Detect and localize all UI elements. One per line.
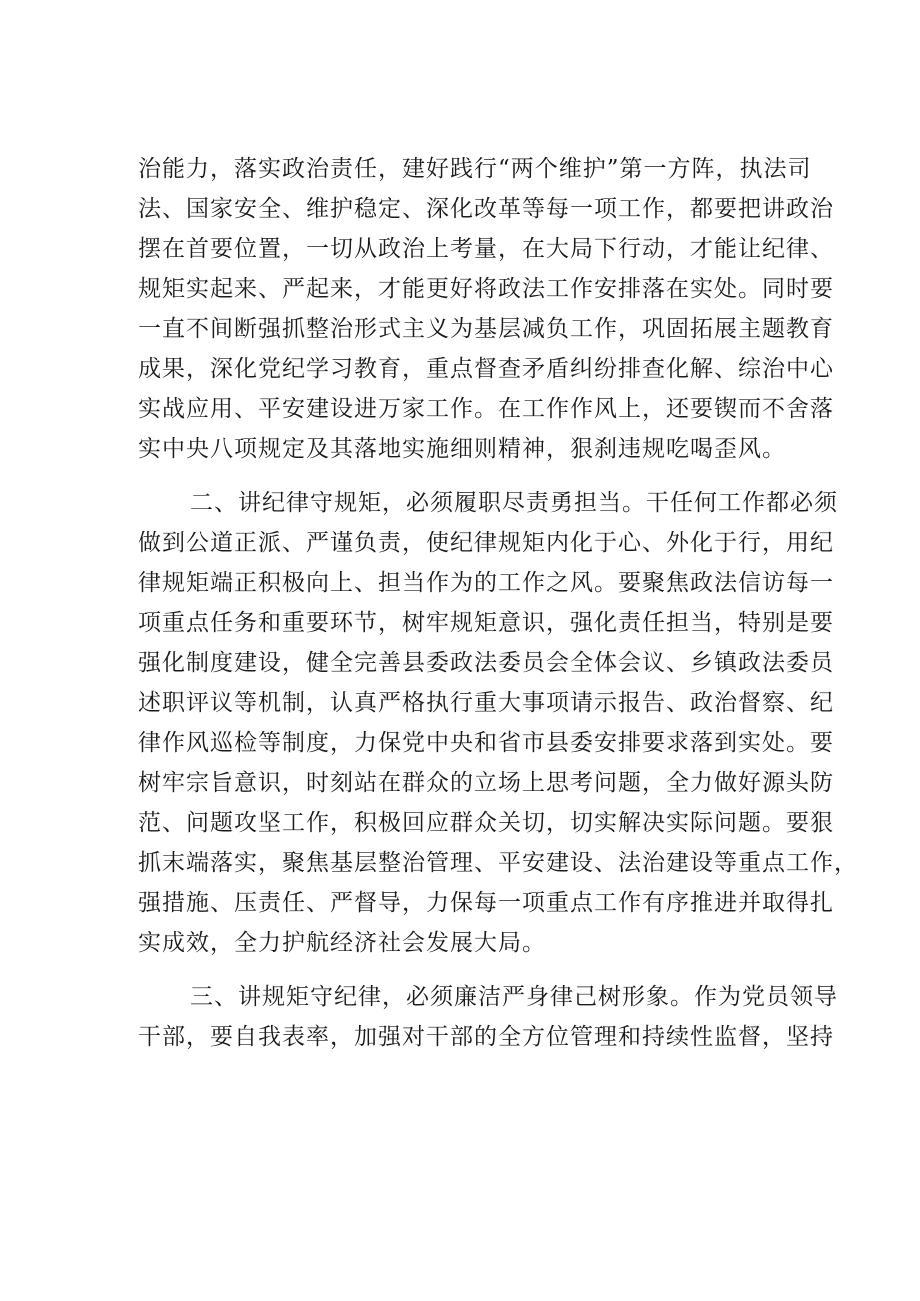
text-line: 治能力，落实政治责任，建好践行“两个维护”第一方阵，执法司 [138,156,812,182]
text-line: 干部，要自我表率，加强对干部的全方位管理和持续性监督，坚持 [138,1024,834,1050]
text-line: 实成效，全力护航经济社会发展大局。 [138,930,546,956]
text-line: 实中央八项规定及其落地实施细则精神，狠刹违规吃喝歪风。 [138,436,786,462]
paragraph-1 [138,149,834,469]
text-line: 强措施、压责任、严督导，力保每一项重点工作有序推进并取得扎 [138,890,834,916]
text-line: 抓末端落实，聚焦基层整治管理、平安建设、法治建设等重点工作， [138,850,858,876]
text-line: 摆在首要位置，一切从政治上考量，在大局下行动，才能让纪律、 [138,236,834,262]
paragraph-gap [138,963,798,977]
text-line: 二、讲纪律守规矩，必须履职尽责勇担当。干任何工作都必须 [190,490,838,516]
text-line: 律作风巡检等制度，力保党中央和省市县委安排要求落到实处。要 [138,730,834,756]
text-line: 树牢宗旨意识，时刻站在群众的立场上思考问题，全力做好源头防 [138,770,834,796]
paragraph-3 [138,977,838,1057]
text-line: 一直不间断强抓整治形式主义为基层减负工作，巩固拓展主题教育 [138,316,834,342]
text-line: 范、问题攻坚工作，积极回应群众关切，切实解决实际问题。要狠 [138,810,834,836]
text-line: 成果，深化党纪学习教育，重点督查矛盾纠纷排查化解、综治中心 [138,356,834,382]
text-line: 规矩实起来、严起来，才能更好将政法工作安排落在实处。同时要 [138,276,834,302]
paragraph-gap [138,469,798,483]
text-line: 三、讲规矩守纪律，必须廉洁严身律己树形象。作为党员领导 [190,984,838,1010]
text-line: 律规矩端正积极向上、担当作为的工作之风。要聚焦政法信访每一 [138,570,834,596]
paragraph-2 [138,483,858,963]
text-line: 强化制度建设，健全完善县委政法委员会全体会议、乡镇政法委员 [138,650,834,676]
text-line: 项重点任务和重要环节，树牢规矩意识，强化责任担当，特别是要 [138,610,834,636]
text-line: 法、国家安全、维护稳定、深化改革等每一项工作，都要把讲政治 [138,196,834,222]
document-body [138,149,858,1057]
text-line: 做到公道正派、严谨负责，使纪律规矩内化于心、外化于行，用纪 [138,530,834,556]
text-line: 述职评议等机制，认真严格执行重大事项请示报告、政治督察、纪 [138,690,834,716]
text-line: 实战应用、平安建设进万家工作。在工作作风上，还要锲而不舍落 [138,396,834,422]
